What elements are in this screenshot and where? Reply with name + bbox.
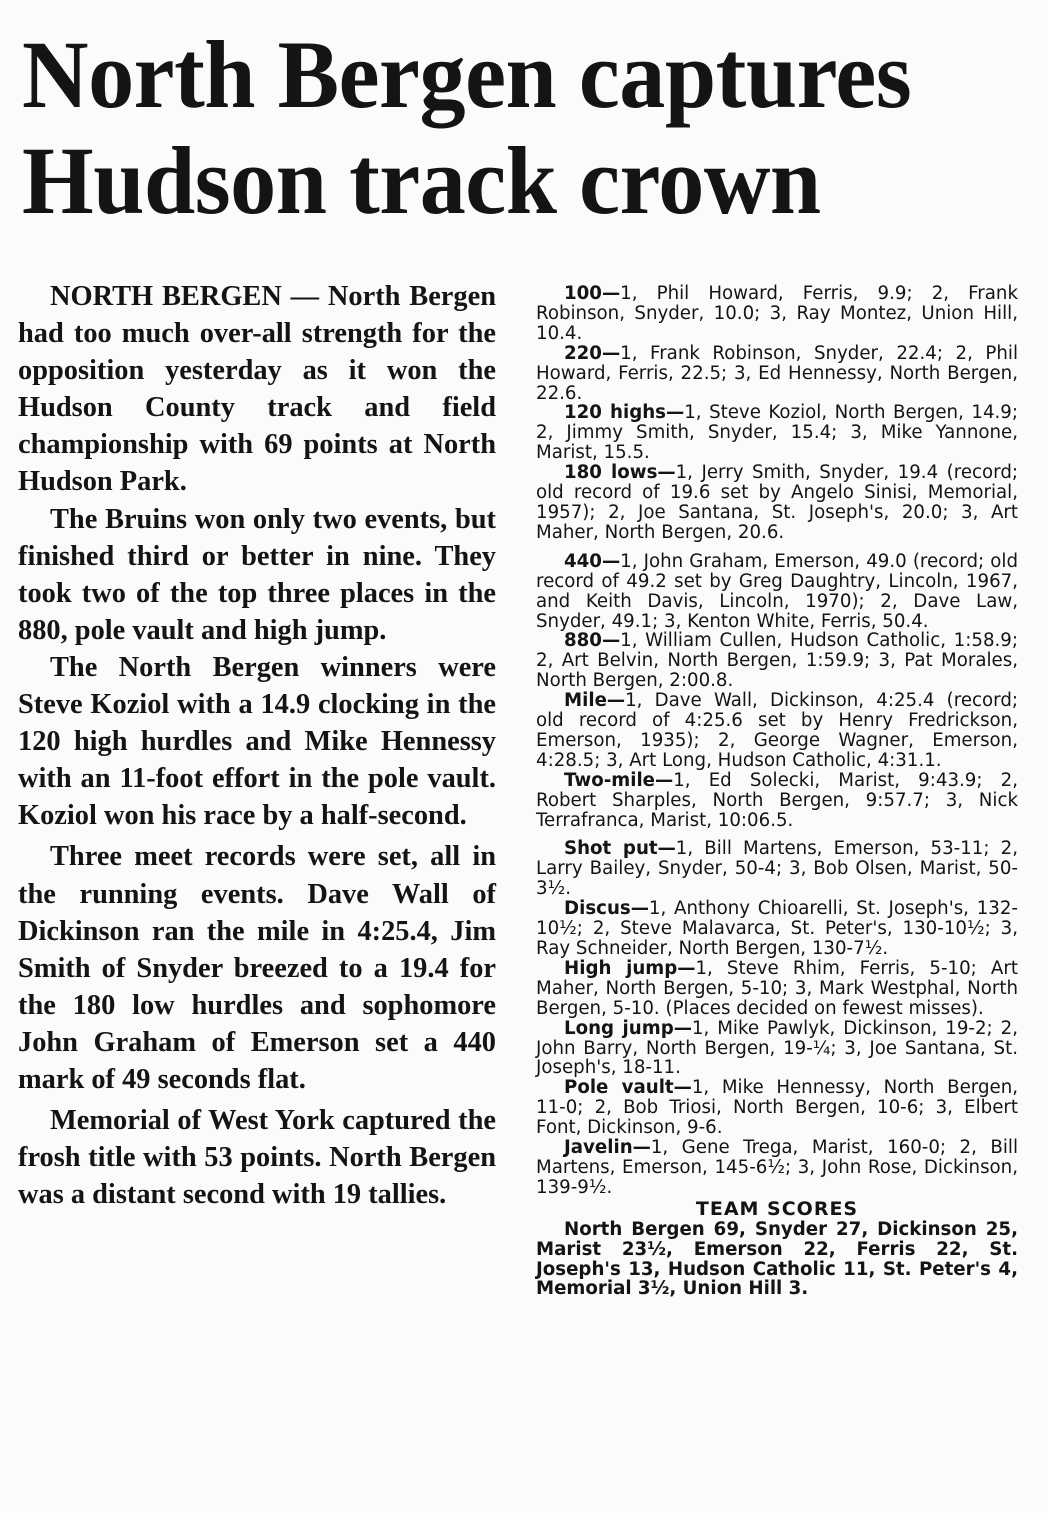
result-discus: [536, 899, 1018, 959]
result-high-jump: [536, 959, 1018, 1019]
result-120-highs: [536, 403, 1018, 463]
event-label: Javelin—: [564, 1137, 651, 1159]
results-column: [536, 284, 1018, 1299]
event-results: 1, Ed Solecki, Marist, 9:43.9; 2, Robert Sharples, North Bergen, 9:57.7; 3, Nick Terrafranca, Marist, 10:06.5.: [536, 769, 1018, 831]
result-mile: [536, 691, 1018, 771]
result-shot-put: [536, 839, 1018, 899]
event-label: 120 highs—: [564, 402, 685, 424]
result-pole-vault: [536, 1078, 1018, 1138]
story-paragraph: The North Bergen winners were Steve Koziol with a 14.9 clocking in the 120 high hurdles and Mike Hennessy with an 11-foot effort in the pole vault. Koziol won his race by a half-second.: [18, 651, 496, 832]
story-column: [18, 278, 496, 1213]
event-results: 1, Mike Hennessy, North Bergen, 11-0; 2, Bob Triosi, North Bergen, 10-6; 3, Elbert Font, Dickinson, 9-6.: [536, 1077, 1018, 1139]
result-440: [536, 552, 1018, 632]
event-results: 1, William Cullen, Hudson Catholic, 1:58.9; 2, Art Belvin, North Bergen, 1:59.9; 3, Pat Morales, North Bergen, 2:00.8.: [536, 630, 1018, 692]
result-180-lows: [536, 463, 1018, 543]
event-results: 1, John Graham, Emerson, 49.0 (record; old record of 49.2 set by Greg Daughtry, Lincoln, 1967, and Keith Davis, Lincoln, 1970); 2, Dave Law, Snyder, 49.1; 3, Kenton White, Ferris, 50.4.: [536, 550, 1018, 632]
event-label: 220—: [564, 342, 621, 364]
event-label: 440—: [564, 550, 621, 572]
event-label: Shot put—: [564, 838, 676, 860]
headline: [22, 22, 992, 234]
event-label: Mile—: [564, 690, 626, 712]
event-label: Two-mile—: [564, 769, 674, 791]
event-results: 1, Steve Rhim, Ferris, 5-10; Art Maher, North Bergen, 5-10; 3, Mark Westphal, North Bergen, 5-10. (Places decided on fewest misses).: [536, 957, 1018, 1019]
result-javelin: [536, 1138, 1018, 1198]
event-label: 180 lows—: [564, 462, 676, 484]
event-results: 1, Phil Howard, Ferris, 9.9; 2, Frank Robinson, Snyder, 10.0; 3, Ray Montez, Union Hill, 10.4.: [536, 283, 1018, 344]
event-results: 1, Mike Pawlyk, Dickinson, 19-2; 2, John Barry, North Bergen, 19-¼; 3, Joe Santana, St. Joseph's, 18-11.: [536, 1017, 1018, 1079]
event-label: 100—: [564, 283, 621, 304]
result-220: [536, 344, 1018, 404]
event-results: 1, Dave Wall, Dickinson, 4:25.4 (record; old record of 4:25.6 set by Henry Fredrickson, Emerson, 1935); 2, George Wagner, Emerson, 4:28.5; 3, Art Long, Hudson Catholic, 4:31.1.: [536, 690, 1018, 771]
event-results: 1, Gene Trega, Marist, 160-0; 2, Bill Martens, Emerson, 145-6½; 3, John Rose, Dickinson, 139-9½.: [536, 1137, 1018, 1198]
result-two-mile: [536, 771, 1018, 831]
team-scores-heading: TEAM SCORES: [695, 1197, 859, 1220]
result-100: [536, 284, 1018, 344]
event-label: Pole vault—: [564, 1077, 692, 1099]
team-scores-text: North Bergen 69, Snyder 27, Dickinson 25, Marist 23½, Emerson 22, Ferris 22, St. Joseph's 13, Hudson Catholic 11, St. Peter's 4, Memorial 3½, Union Hill 3.: [536, 1218, 1018, 1300]
headline-line-1: North Bergen captures: [22, 21, 912, 128]
story-text: North Bergen had too much over-all strength for the opposition yesterday as it won the Hudson County track and field championship with 69 points at North Hudson Park.: [18, 281, 496, 498]
event-label: Discus—: [564, 898, 649, 920]
event-label: 880—: [564, 630, 621, 652]
event-results: 1, Steve Koziol, North Bergen, 14.9; 2, Jimmy Smith, Snyder, 15.4; 3, Mike Yannone, Marist, 15.5.: [536, 402, 1018, 464]
event-label: High jump—: [564, 957, 696, 979]
event-label: Long jump—: [564, 1017, 692, 1039]
result-long-jump: [536, 1019, 1018, 1079]
event-results: 1, Bill Martens, Emerson, 53-11; 2, Larry Bailey, Snyder, 50-4; 3, Bob Olsen, Marist, 50-3½.: [536, 838, 1018, 900]
event-results: 1, Frank Robinson, Snyder, 22.4; 2, Phil Howard, Ferris, 22.5; 3, Ed Hennessy, North Bergen, 22.6.: [536, 342, 1018, 404]
event-results: 1, Anthony Chioarelli, St. Joseph's, 132-10½; 2, Steve Malavarca, St. Peter's, 130-10½; 3, Ray Schneider, North Bergen, 130-7½.: [536, 898, 1018, 959]
story-paragraph: The Bruins won only two events, but finished third or better in nine. They took two of the top three places in the 880, pole vault and high jump.: [18, 503, 496, 646]
story-paragraph: [18, 278, 496, 501]
headline-line-2: Hudson track crown: [22, 127, 821, 234]
story-paragraph: Memorial of West York captured the frosh title with 53 points. North Bergen was a distant second with 19 tallies.: [18, 1105, 496, 1211]
dateline: NORTH BERGEN —: [50, 281, 320, 312]
story-paragraph: Three meet records were set, all in the running events. Dave Wall of Dickinson ran the mile in 4:25.4, Jim Smith of Snyder breezed to a 19.4 for the 180 low hurdles and sophomore John Graham of Emerson set a 440 mark of 49 seconds flat.: [18, 841, 496, 1095]
result-880: [536, 631, 1018, 691]
event-results: 1, Jerry Smith, Snyder, 19.4 (record; old record of 19.6 set by Angelo Sinisi, Memorial, 1957); 2, Joe Santana, St. Joseph's, 20.0; 3, Art Maher, North Bergen, 20.6.: [536, 462, 1019, 543]
